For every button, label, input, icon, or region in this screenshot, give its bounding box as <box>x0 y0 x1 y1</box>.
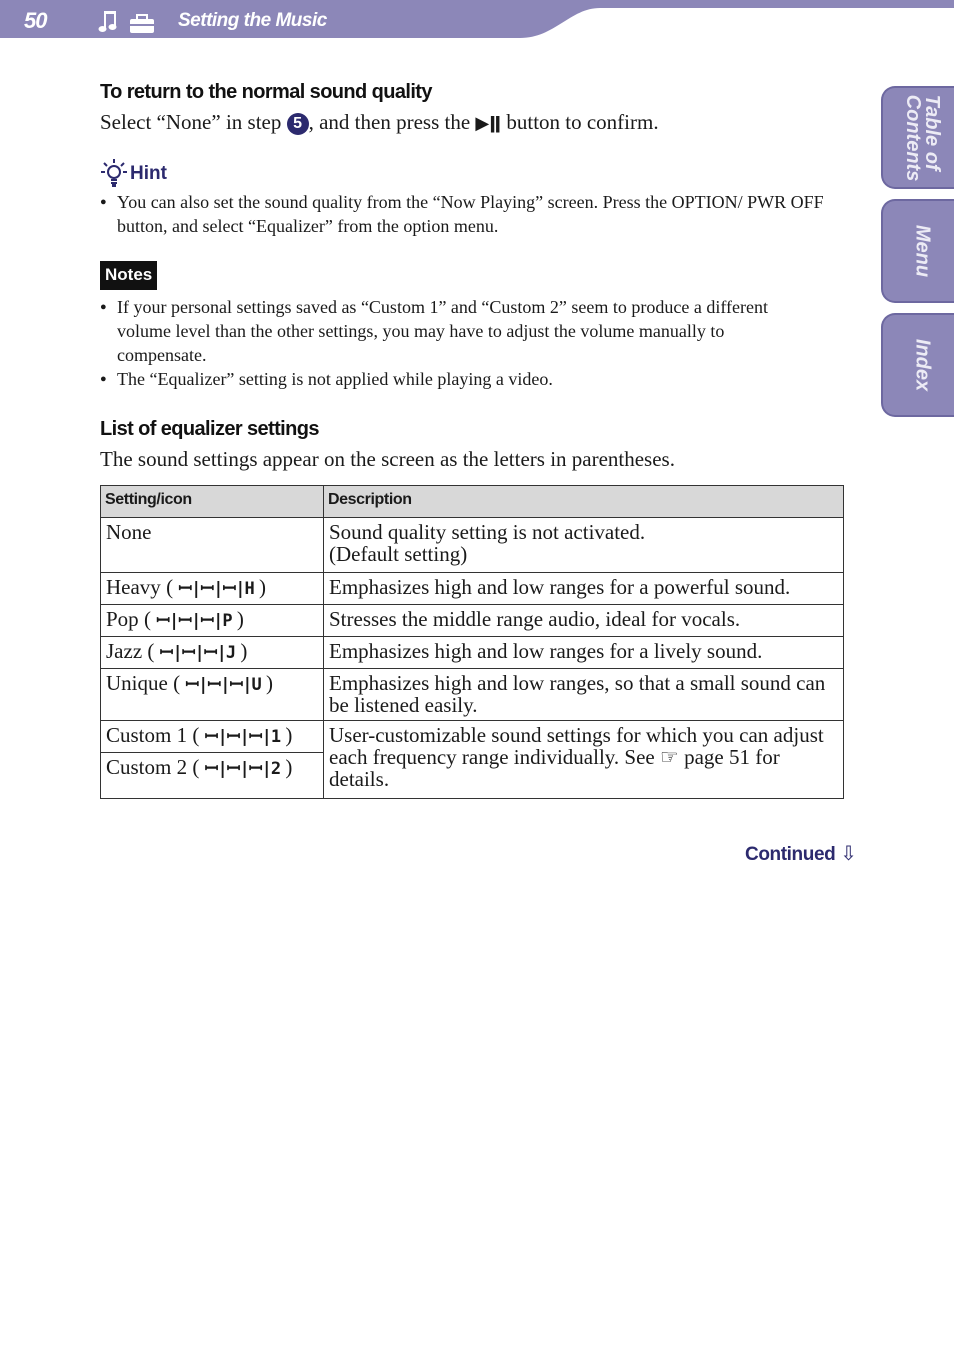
table-header-description: Description <box>324 486 844 518</box>
setting-name: Custom 1 <box>106 723 188 747</box>
text-segment: , and then press the <box>308 110 476 134</box>
list-item: ● The “Equalizer” setting is not applied while playing a video. <box>100 367 790 391</box>
table-row <box>101 637 844 669</box>
description-cell <box>324 637 844 669</box>
text-segment: Select “None” in step <box>100 110 287 134</box>
eq-custom2-icon: ꟷ|ꟷ|ꟷ|2 <box>204 759 281 779</box>
lightbulb-icon <box>100 158 128 188</box>
tab-menu[interactable] <box>881 199 954 303</box>
tab-table-of-contents-label: Table of Contents <box>902 94 943 181</box>
tab-index-label: Index <box>911 338 934 392</box>
setting-cell: Unique ( ꟷ|ꟷ|ꟷ|U ) <box>101 669 324 721</box>
table-row <box>101 518 844 573</box>
notes-badge: Notes <box>100 261 157 290</box>
setting-name: Unique <box>106 671 168 695</box>
description-text: Emphasizes high and low ranges for a powerful sound. <box>329 575 791 599</box>
description-cell <box>324 573 844 605</box>
setting-name: Jazz <box>106 639 143 663</box>
setting-cell: Heavy ( ꟷ|ꟷ|ꟷ|H ) <box>101 573 324 605</box>
description-cell <box>324 605 844 637</box>
setting-name: Custom 2 <box>106 755 188 779</box>
table-row <box>101 605 844 637</box>
eq-heavy-icon: ꟷ|ꟷ|ꟷ|H <box>178 579 254 599</box>
tab-index[interactable] <box>881 313 954 417</box>
step-number-badge: 5 <box>287 113 309 135</box>
description-cell <box>324 669 844 721</box>
description-text: User-customizable sound settings for which you can adjust each frequency range individually. See ☞ page 51 for details. <box>329 723 824 791</box>
eq-jazz-icon: ꟷ|ꟷ|ꟷ|J <box>159 643 236 663</box>
setting-cell: Custom 1 ( ꟷ|ꟷ|ꟷ|1 ) <box>101 721 324 753</box>
eq-unique-icon: ꟷ|ꟷ|ꟷ|U <box>185 675 261 695</box>
continued-label: Continued <box>745 844 836 865</box>
hint-list <box>100 190 830 238</box>
setting-cell: Custom 2 ( ꟷ|ꟷ|ꟷ|2 ) <box>101 753 324 799</box>
play-pause-icon: ▶ǁ <box>475 113 502 134</box>
section-heading-equalizer-list: List of equalizer settings <box>100 418 319 440</box>
setting-name: Pop <box>106 607 139 631</box>
list-item: ● If your personal settings saved as “Custom 1” and “Custom 2” seem to produce a different volume level than the other settings, you may have to adjust the volume manually to compensate. <box>100 295 790 367</box>
section-title: Setting the Music <box>178 10 327 31</box>
header-icons <box>98 11 158 40</box>
arrow-down-icon: ⇩ <box>840 841 857 865</box>
table-row <box>101 669 844 721</box>
list-item: ● You can also set the sound quality from the “Now Playing” screen. Press the OPTION/ PWR OFF button, and select “Equalizer” from the option menu. <box>100 190 830 238</box>
section-heading-normal-sound: To return to the normal sound quality <box>100 81 432 103</box>
page-number: 50 <box>24 8 47 33</box>
description-text: Sound quality setting is not activated. (Default setting) <box>329 520 646 566</box>
hint-header <box>100 158 167 188</box>
equalizer-table <box>100 485 844 799</box>
music-note-icon <box>99 11 117 32</box>
description-cell <box>324 518 844 573</box>
page-header <box>0 0 954 40</box>
table-row <box>101 573 844 605</box>
setting-cell: Jazz ( ꟷ|ꟷ|ꟷ|J ) <box>101 637 324 669</box>
table-header-row <box>101 486 844 518</box>
section-text-normal-sound <box>100 110 659 135</box>
tab-table-of-contents[interactable] <box>881 86 954 189</box>
setting-name: Heavy <box>106 575 161 599</box>
notes-list <box>100 295 790 391</box>
description-text: Emphasizes high and low ranges for a lively sound. <box>329 639 763 663</box>
text-segment: button to confirm. <box>501 110 659 134</box>
toolbox-icon <box>130 15 154 33</box>
eq-custom1-icon: ꟷ|ꟷ|ꟷ|1 <box>204 727 281 747</box>
setting-cell: Pop ( ꟷ|ꟷ|ꟷ|P ) <box>101 605 324 637</box>
tab-menu-label: Menu <box>911 224 934 278</box>
description-cell <box>324 721 844 799</box>
description-text: Emphasizes high and low ranges, so that a small sound can be listened easily. <box>329 671 826 717</box>
section-text-equalizer-list: The sound settings appear on the screen as the letters in parentheses. <box>100 447 675 471</box>
setting-cell <box>101 518 324 573</box>
setting-name: None <box>106 520 152 544</box>
continued-link[interactable] <box>745 841 857 866</box>
eq-pop-icon: ꟷ|ꟷ|ꟷ|P <box>156 611 232 631</box>
description-text: Stresses the middle range audio, ideal for vocals. <box>329 607 741 631</box>
table-row <box>101 721 844 753</box>
hint-label: Hint <box>130 163 167 184</box>
table-header-setting: Setting/icon <box>101 486 324 518</box>
